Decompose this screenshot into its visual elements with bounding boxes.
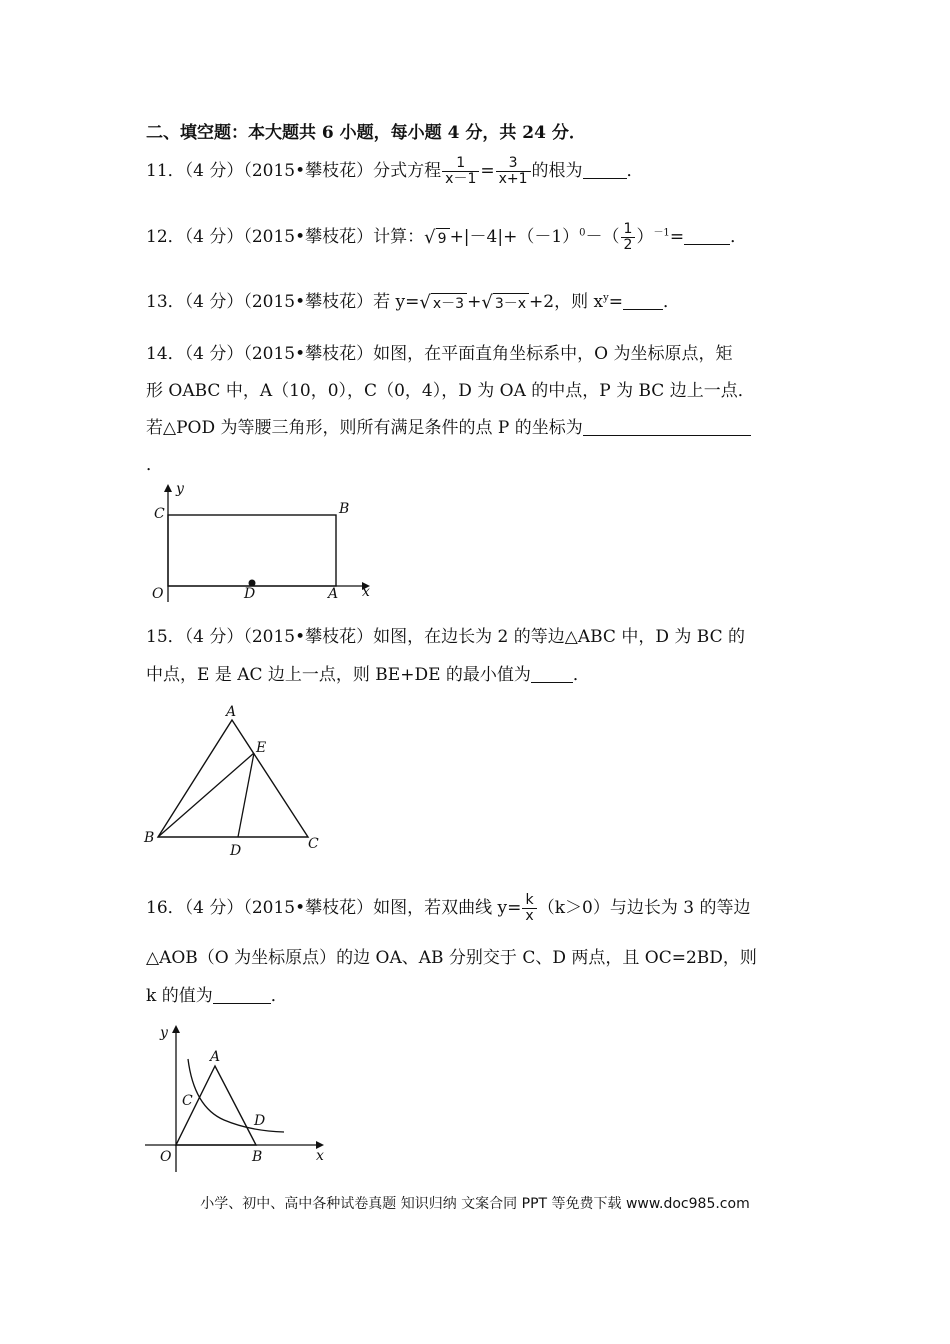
q14-label-c: C (154, 506, 165, 522)
q13-equals: = (608, 292, 623, 312)
q16-answer-blank[interactable] (213, 986, 271, 1004)
q15-line-2-text: 中点，E 是 AC 边上一点，则 BE+DE 的最小值为 (146, 665, 531, 685)
q15-label-b: B (144, 830, 155, 846)
q16-label-y: y (160, 1025, 168, 1041)
q16-fraction (522, 893, 536, 923)
q14-line-1: 14．（4 分）（2015•攀枝花）如图，在平面直角坐标系中，O 为坐标原点，矩 (146, 344, 733, 364)
q12-frac-denominator: 2 (621, 237, 636, 253)
q12-minus: －（ (585, 227, 620, 247)
q12-mid: +|－4|+（－1） (449, 227, 580, 247)
q13-plus: + (467, 292, 482, 312)
q14-label-o: O (152, 586, 164, 602)
q16-suffix: （k＞0）与边长为 3 的等边 (537, 898, 751, 918)
q12-sqrt: √ 9 (424, 228, 449, 248)
q13-answer-blank[interactable] (623, 292, 663, 310)
q11-fraction-1 (442, 156, 479, 186)
q15-line-1: 15．（4 分）（2015•攀枝花）如图，在边长为 2 的等边△ABC 中，D 为 BC 的 (146, 627, 745, 647)
q16-frac-denominator: x (522, 908, 536, 924)
question-11 (146, 156, 644, 187)
q12-exponent-neg1: －1 (653, 227, 670, 239)
q12-frac-numerator: 1 (623, 221, 633, 238)
q12-end: ． (730, 227, 748, 247)
q14-label-x: x (362, 584, 370, 600)
q12-sqrt-body: 9 (436, 228, 450, 248)
q16-figure (140, 1015, 340, 1175)
q14-y-axis-arrow (164, 484, 172, 492)
q14-label-b: B (339, 501, 350, 517)
q15-figure (140, 700, 340, 860)
q11-frac2-denominator: x+1 (496, 171, 531, 187)
q14-answer-blank[interactable] (583, 418, 751, 436)
q15-line-2 (146, 660, 590, 685)
q14-label-y: y (176, 481, 184, 497)
q15-label-a: A (226, 704, 237, 720)
q12-close: ） (636, 227, 654, 247)
q13-end: ． (663, 292, 680, 312)
q16-line-2: △AOB（O 为坐标原点）的边 OA、AB 分别交于 C、D 两点，且 OC=2BD，则 (146, 948, 757, 968)
q11-end: ． (626, 161, 644, 181)
q14-line-2: 形 OABC 中，A（10，0），C（0，4），D 为 OA 的中点，P 为 BC 边上一点． (146, 381, 755, 401)
q13-sqrt2-body: 3－x (493, 293, 529, 313)
q13-sqrt-2: √ 3－x (481, 293, 529, 313)
q11-fraction-2 (496, 156, 531, 186)
q16-line-1 (146, 893, 750, 924)
q14-rectangle-oabc (168, 515, 336, 586)
q11-frac1-numerator: 1 (456, 155, 466, 172)
q11-frac2-numerator: 3 (508, 155, 518, 172)
q15-answer-blank[interactable] (531, 665, 573, 683)
q11-answer-blank[interactable] (583, 161, 627, 179)
q16-label-o: O (160, 1149, 172, 1165)
q16-hyperbola (188, 1059, 284, 1132)
q15-label-c: C (308, 836, 319, 852)
q16-label-a: A (210, 1049, 221, 1065)
q16-label-d: D (254, 1113, 266, 1129)
q12-prefix: 12．（4 分）（2015•攀枝花）计算： (146, 227, 425, 247)
q16-label-c: C (182, 1093, 193, 1109)
section-heading: 二、填空题：本大题共 6 小题，每小题 4 分，共 24 分． (146, 123, 586, 143)
q15-label-e: E (256, 740, 267, 756)
footer-banner: 小学、初中、高中各种试卷真题 知识归纳 文案合同 PPT 等免费下载 www.doc985.com (200, 1196, 750, 1212)
q16-line-3 (146, 981, 288, 1006)
q13-sqrt1-body: x－3 (431, 293, 467, 313)
q15-end: ． (572, 665, 590, 685)
q12-fraction (621, 222, 636, 252)
q14-line-3 (146, 413, 751, 438)
q16-label-x: x (316, 1148, 324, 1164)
q13-tail: +2，则 x (529, 292, 604, 312)
question-12 (146, 222, 747, 253)
q16-prefix: 16．（4 分）（2015•攀枝花）如图，若双曲线 y= (146, 898, 522, 918)
q11-suffix: 的根为 (531, 161, 583, 181)
q16-label-b: B (252, 1149, 263, 1165)
q15-segment-be (158, 753, 254, 837)
question-13 (146, 287, 680, 313)
q12-answer-blank[interactable] (684, 227, 730, 245)
q14-line-3-text: 若△POD 为等腰三角形，则所有满足条件的点 P 的坐标为 (146, 418, 583, 438)
q14-line-4: ． (146, 455, 163, 475)
q16-frac-numerator: k (525, 892, 534, 909)
q16-y-axis-arrow (172, 1025, 180, 1033)
q15-triangle-abc (158, 720, 308, 837)
q13-sqrt-1: √ x－3 (419, 293, 467, 313)
q14-label-d: D (244, 586, 256, 602)
q12-exponent-0: 0 (579, 227, 586, 239)
q14-figure (140, 480, 380, 605)
q16-line-3-text: k 的值为 (146, 986, 213, 1006)
q15-label-d: D (230, 843, 242, 859)
q16-end: ． (270, 986, 288, 1006)
q11-equals: = (480, 161, 495, 181)
q13-prefix: 13．（4 分）（2015•攀枝花）若 y= (146, 292, 420, 312)
q13-exponent: y (603, 292, 609, 304)
q12-equals: = (669, 227, 685, 247)
q11-prefix: 11．（4 分）（2015•攀枝花）分式方程 (146, 161, 442, 181)
q11-frac1-denominator: x－1 (442, 171, 479, 187)
q14-label-a: A (328, 586, 339, 602)
